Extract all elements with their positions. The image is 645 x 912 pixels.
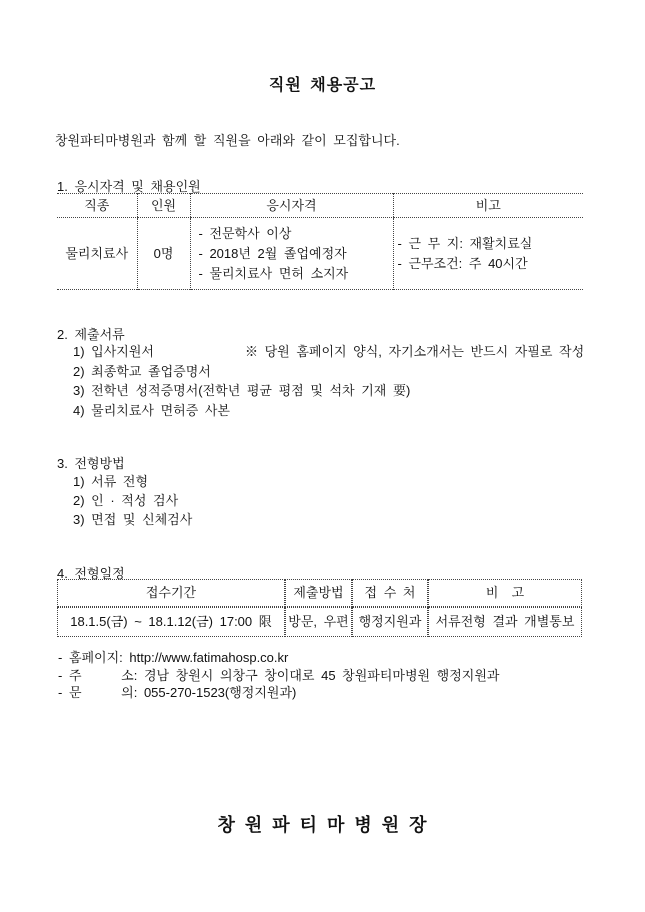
schedule-table xyxy=(57,579,582,637)
cell-remarks: 서류전형 결과 개별통보 xyxy=(428,607,582,637)
cell-job-type: 물리치료사 xyxy=(65,245,129,261)
intro-text: 창원파티마병원과 함께 할 직원을 아래와 같이 모집합니다. xyxy=(55,133,400,148)
list-item: 4) 물리치료사 면허증 사본 xyxy=(73,402,230,418)
contact-homepage: - 홈페이지: http://www.fatimahosp.co.kr xyxy=(58,650,289,665)
signature-hospital-director: 창 원 파 티 마 병 원 장 xyxy=(217,815,428,835)
qualification-line: - 전문학사 이상 xyxy=(198,225,292,241)
contact-info xyxy=(58,649,499,702)
handwriting-note: ※ 당원 홈페이지 양식, 자기소개서는 반드시 자필로 작성 xyxy=(245,344,585,359)
remark-line: - 근무조건: 주 40시간 xyxy=(397,255,528,271)
header-headcount: 인원 xyxy=(137,194,190,218)
cell-headcount: 0명 xyxy=(137,218,190,290)
list-item: 2) 인 · 적성 검사 xyxy=(73,493,179,508)
list-item: 3) 전학년 성적증명서(전학년 평균 평점 및 석차 기재 要) xyxy=(73,383,411,398)
section1-heading: 1. 응시자격 및 채용인원 xyxy=(57,179,201,194)
cell-remarks xyxy=(393,218,583,290)
qualification-table xyxy=(57,193,583,290)
header-job-type: 직종 xyxy=(57,194,137,218)
section2-list xyxy=(73,342,584,420)
section3-list xyxy=(73,472,192,529)
list-item-text: 1) 입사지원서 xyxy=(73,344,154,359)
contact-address: - 주 소: 경남 창원시 의창구 창이대로 45 창원파티마병원 행정지원과 xyxy=(58,667,500,683)
cell-application-period: 18.1.5(금) ~ 18.1.12(금) 17:00 限 xyxy=(57,607,285,637)
schedule-table-header-row xyxy=(57,579,582,607)
header-qualifications: 응시자격 xyxy=(190,194,393,218)
cell-qualifications xyxy=(190,218,393,290)
document-title: 직원 채용공고 xyxy=(268,77,377,94)
header-submission-method: 제출방법 xyxy=(285,579,352,607)
remark-line: - 근 무 지: 재활치료실 xyxy=(397,235,533,251)
qualification-line: - 2018년 2월 졸업예정자 xyxy=(198,245,347,261)
list-item xyxy=(73,342,584,362)
qualification-table-row xyxy=(57,218,583,290)
header-remarks: 비 고 xyxy=(428,579,582,607)
list-item: 2) 최종학교 졸업증명서 xyxy=(73,363,211,379)
section2-heading: 2. 제출서류 xyxy=(57,327,125,342)
header-reception-desk: 접 수 처 xyxy=(352,579,428,607)
list-item: 1) 서류 전형 xyxy=(73,474,149,489)
cell-reception-desk: 행정지원과 xyxy=(352,607,428,637)
qualification-table-header-row xyxy=(57,194,583,218)
contact-inquiry: - 문 의: 055-270-1523(행정지원과) xyxy=(58,685,297,700)
section3-heading: 3. 전형방법 xyxy=(57,456,125,471)
qualification-line: - 물리치료사 면허 소지자 xyxy=(198,265,349,281)
cell-submission-method: 방문, 우편 xyxy=(285,607,352,637)
schedule-table-row xyxy=(57,607,582,637)
section4-heading: 4. 전형일정 xyxy=(57,566,125,581)
list-item: 3) 면접 및 신체검사 xyxy=(73,512,193,527)
header-remarks: 비고 xyxy=(393,194,583,218)
header-application-period: 접수기간 xyxy=(57,579,285,607)
